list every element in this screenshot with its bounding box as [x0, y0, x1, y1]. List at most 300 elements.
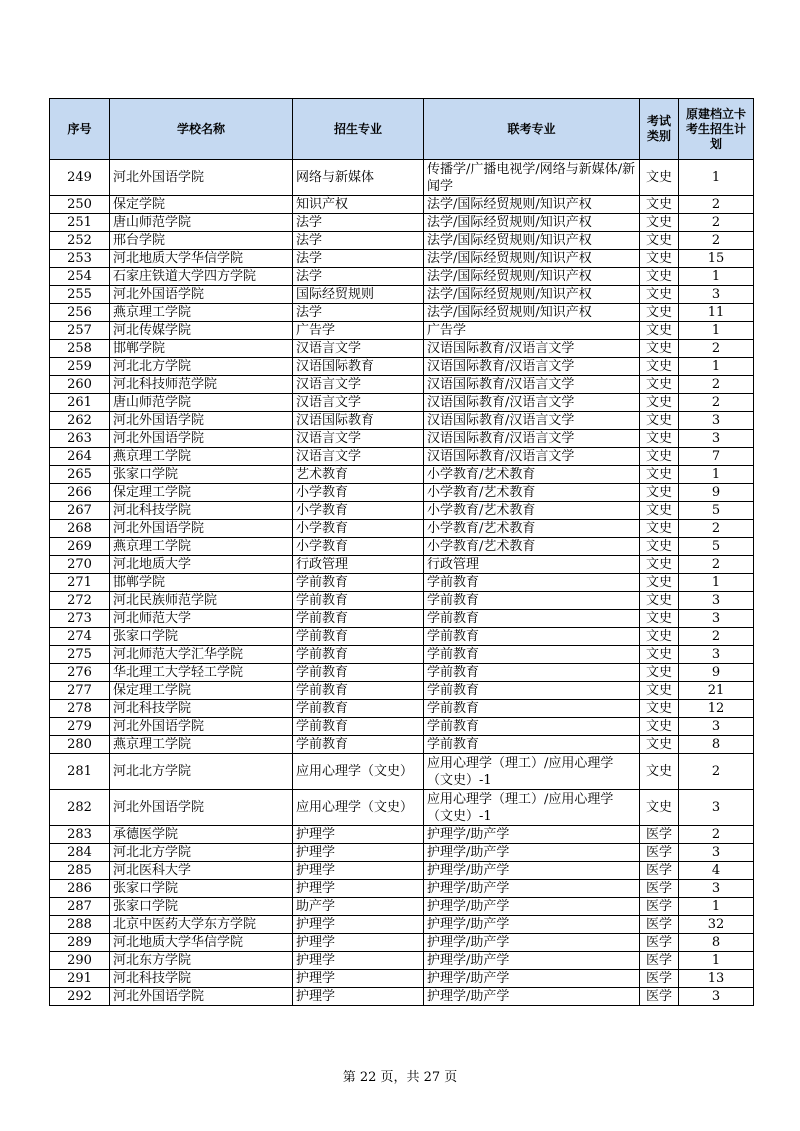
cell-plan: 2 [679, 376, 754, 394]
table-row [50, 988, 754, 1006]
cell-school: 河北科技学院 [110, 502, 293, 520]
cell-school: 石家庄铁道大学四方学院 [110, 268, 293, 286]
table-row [50, 736, 754, 754]
cell-no: 284 [50, 844, 110, 862]
cell-school: 河北东方学院 [110, 952, 293, 970]
cell-major: 学前教育 [293, 628, 424, 646]
table-row [50, 340, 754, 358]
header-major: 招生专业 [293, 99, 424, 160]
cell-exam-major: 法学/国际经贸规则/知识产权 [424, 232, 640, 250]
cell-plan: 1 [679, 160, 754, 196]
cell-no: 268 [50, 520, 110, 538]
table-row [50, 754, 754, 790]
cell-plan: 3 [679, 646, 754, 664]
cell-major: 小学教育 [293, 502, 424, 520]
cell-major: 应用心理学（文史） [293, 790, 424, 826]
cell-exam-major: 学前教育 [424, 592, 640, 610]
cell-plan: 4 [679, 862, 754, 880]
cell-exam-major: 护理学/助产学 [424, 826, 640, 844]
cell-school: 河北科技师范学院 [110, 376, 293, 394]
cell-plan: 7 [679, 448, 754, 466]
cell-no: 255 [50, 286, 110, 304]
cell-no: 250 [50, 196, 110, 214]
cell-exam-major: 护理学/助产学 [424, 916, 640, 934]
cell-no: 261 [50, 394, 110, 412]
cell-plan: 3 [679, 592, 754, 610]
cell-plan: 3 [679, 430, 754, 448]
cell-exam-type: 文史 [640, 286, 679, 304]
cell-school: 河北师范大学 [110, 610, 293, 628]
cell-school: 河北外国语学院 [110, 988, 293, 1006]
cell-exam-major: 汉语国际教育/汉语言文学 [424, 430, 640, 448]
cell-plan: 8 [679, 736, 754, 754]
cell-major: 护理学 [293, 952, 424, 970]
cell-major: 汉语言文学 [293, 430, 424, 448]
cell-no: 249 [50, 160, 110, 196]
cell-exam-major: 小学教育/艺术教育 [424, 466, 640, 484]
cell-plan: 3 [679, 286, 754, 304]
cell-major: 汉语国际教育 [293, 358, 424, 376]
cell-exam-type: 文史 [640, 412, 679, 430]
cell-exam-type: 文史 [640, 268, 679, 286]
table-row [50, 682, 754, 700]
cell-no: 290 [50, 952, 110, 970]
table-row [50, 628, 754, 646]
cell-no: 292 [50, 988, 110, 1006]
cell-no: 279 [50, 718, 110, 736]
cell-exam-major: 护理学/助产学 [424, 970, 640, 988]
cell-school: 河北地质大学华信学院 [110, 934, 293, 952]
cell-major: 护理学 [293, 862, 424, 880]
cell-school: 河北民族师范学院 [110, 592, 293, 610]
cell-major: 学前教育 [293, 736, 424, 754]
cell-school: 张家口学院 [110, 466, 293, 484]
cell-plan: 12 [679, 700, 754, 718]
cell-exam-major: 学前教育 [424, 664, 640, 682]
cell-plan: 2 [679, 556, 754, 574]
cell-plan: 1 [679, 466, 754, 484]
cell-school: 燕京理工学院 [110, 736, 293, 754]
cell-plan: 9 [679, 484, 754, 502]
cell-major: 汉语国际教育 [293, 412, 424, 430]
cell-exam-type: 文史 [640, 322, 679, 340]
cell-plan: 2 [679, 232, 754, 250]
cell-school: 邢台学院 [110, 232, 293, 250]
page-footer: 第 22 页，共 27 页 [342, 1070, 458, 1085]
cell-exam-major: 汉语国际教育/汉语言文学 [424, 448, 640, 466]
cell-no: 282 [50, 790, 110, 826]
cell-exam-major: 学前教育 [424, 736, 640, 754]
cell-exam-type: 文史 [640, 376, 679, 394]
cell-exam-major: 汉语国际教育/汉语言文学 [424, 358, 640, 376]
cell-exam-type: 医学 [640, 844, 679, 862]
table-row [50, 844, 754, 862]
cell-major: 护理学 [293, 880, 424, 898]
cell-major: 法学 [293, 304, 424, 322]
cell-school: 邯郸学院 [110, 340, 293, 358]
cell-school: 唐山师范学院 [110, 394, 293, 412]
cell-school: 北京中医药大学东方学院 [110, 916, 293, 934]
cell-no: 254 [50, 268, 110, 286]
cell-no: 264 [50, 448, 110, 466]
cell-no: 286 [50, 880, 110, 898]
cell-no: 256 [50, 304, 110, 322]
table-row [50, 646, 754, 664]
cell-major: 护理学 [293, 934, 424, 952]
enrollment-table-sheet [49, 98, 753, 1006]
cell-major: 行政管理 [293, 556, 424, 574]
cell-plan: 13 [679, 970, 754, 988]
cell-major: 汉语言文学 [293, 376, 424, 394]
cell-exam-major: 学前教育 [424, 718, 640, 736]
cell-major: 护理学 [293, 826, 424, 844]
cell-major: 学前教育 [293, 664, 424, 682]
header-school: 学校名称 [110, 99, 293, 160]
cell-major: 小学教育 [293, 520, 424, 538]
cell-plan: 3 [679, 610, 754, 628]
cell-school: 保定理工学院 [110, 682, 293, 700]
cell-major: 学前教育 [293, 574, 424, 592]
cell-exam-type: 文史 [640, 574, 679, 592]
cell-no: 287 [50, 898, 110, 916]
cell-plan: 5 [679, 502, 754, 520]
cell-school: 河北外国语学院 [110, 520, 293, 538]
cell-school: 河北外国语学院 [110, 718, 293, 736]
table-row [50, 718, 754, 736]
cell-exam-major: 传播学/广播电视学/网络与新媒体/新闻学 [424, 160, 640, 196]
header-plan: 原建档立卡考生招生计划 [679, 99, 754, 160]
cell-exam-major: 应用心理学（理工）/应用心理学（文史）-1 [424, 790, 640, 826]
cell-major: 知识产权 [293, 196, 424, 214]
cell-school: 华北理工大学轻工学院 [110, 664, 293, 682]
cell-no: 265 [50, 466, 110, 484]
table-row [50, 592, 754, 610]
cell-plan: 1 [679, 574, 754, 592]
cell-plan: 8 [679, 934, 754, 952]
cell-no: 270 [50, 556, 110, 574]
table-body [50, 160, 754, 1006]
cell-major: 护理学 [293, 970, 424, 988]
cell-plan: 15 [679, 250, 754, 268]
cell-plan: 2 [679, 196, 754, 214]
cell-no: 277 [50, 682, 110, 700]
cell-exam-type: 医学 [640, 862, 679, 880]
cell-exam-type: 文史 [640, 232, 679, 250]
cell-no: 276 [50, 664, 110, 682]
cell-exam-major: 学前教育 [424, 682, 640, 700]
table-row [50, 376, 754, 394]
cell-exam-major: 护理学/助产学 [424, 952, 640, 970]
cell-exam-type: 文史 [640, 610, 679, 628]
cell-no: 274 [50, 628, 110, 646]
cell-exam-type: 文史 [640, 700, 679, 718]
cell-school: 河北外国语学院 [110, 790, 293, 826]
cell-no: 291 [50, 970, 110, 988]
cell-no: 259 [50, 358, 110, 376]
cell-exam-type: 文史 [640, 520, 679, 538]
cell-exam-type: 医学 [640, 898, 679, 916]
cell-no: 283 [50, 826, 110, 844]
cell-major: 法学 [293, 214, 424, 232]
cell-school: 燕京理工学院 [110, 304, 293, 322]
cell-plan: 3 [679, 988, 754, 1006]
cell-plan: 3 [679, 790, 754, 826]
cell-no: 253 [50, 250, 110, 268]
cell-major: 网络与新媒体 [293, 160, 424, 196]
table-row [50, 862, 754, 880]
cell-major: 法学 [293, 232, 424, 250]
cell-no: 273 [50, 610, 110, 628]
cell-exam-major: 法学/国际经贸规则/知识产权 [424, 286, 640, 304]
cell-plan: 1 [679, 322, 754, 340]
cell-exam-type: 文史 [640, 340, 679, 358]
cell-exam-major: 法学/国际经贸规则/知识产权 [424, 304, 640, 322]
cell-no: 251 [50, 214, 110, 232]
table-row [50, 538, 754, 556]
table-row [50, 322, 754, 340]
cell-major: 小学教育 [293, 484, 424, 502]
cell-exam-major: 汉语国际教育/汉语言文学 [424, 394, 640, 412]
table-row [50, 430, 754, 448]
cell-school: 河北科技学院 [110, 970, 293, 988]
cell-school: 河北外国语学院 [110, 430, 293, 448]
cell-school: 燕京理工学院 [110, 448, 293, 466]
cell-plan: 2 [679, 394, 754, 412]
cell-plan: 2 [679, 340, 754, 358]
cell-school: 邯郸学院 [110, 574, 293, 592]
cell-exam-type: 文史 [640, 790, 679, 826]
cell-school: 保定理工学院 [110, 484, 293, 502]
cell-exam-type: 文史 [640, 538, 679, 556]
table-row [50, 664, 754, 682]
cell-exam-type: 医学 [640, 952, 679, 970]
cell-exam-major: 行政管理 [424, 556, 640, 574]
cell-plan: 2 [679, 214, 754, 232]
cell-exam-type: 文史 [640, 754, 679, 790]
table-row [50, 448, 754, 466]
cell-plan: 3 [679, 412, 754, 430]
cell-plan: 9 [679, 664, 754, 682]
cell-school: 河北师范大学汇华学院 [110, 646, 293, 664]
table-row [50, 412, 754, 430]
cell-exam-major: 广告学 [424, 322, 640, 340]
table-row [50, 286, 754, 304]
cell-exam-type: 医学 [640, 934, 679, 952]
table-row [50, 466, 754, 484]
cell-exam-major: 法学/国际经贸规则/知识产权 [424, 196, 640, 214]
cell-plan: 11 [679, 304, 754, 322]
table-row [50, 160, 754, 196]
cell-major: 护理学 [293, 844, 424, 862]
table-header-row [50, 99, 754, 160]
table-row [50, 898, 754, 916]
cell-exam-major: 小学教育/艺术教育 [424, 502, 640, 520]
table-row [50, 520, 754, 538]
cell-no: 281 [50, 754, 110, 790]
cell-no: 272 [50, 592, 110, 610]
cell-school: 河北传媒学院 [110, 322, 293, 340]
cell-exam-type: 文史 [640, 358, 679, 376]
cell-major: 国际经贸规则 [293, 286, 424, 304]
table-row [50, 826, 754, 844]
cell-major: 广告学 [293, 322, 424, 340]
cell-plan: 2 [679, 826, 754, 844]
cell-exam-major: 护理学/助产学 [424, 862, 640, 880]
cell-major: 汉语言文学 [293, 448, 424, 466]
cell-exam-type: 文史 [640, 682, 679, 700]
cell-school: 河北外国语学院 [110, 286, 293, 304]
cell-school: 河北地质大学华信学院 [110, 250, 293, 268]
table-row [50, 196, 754, 214]
cell-major: 汉语言文学 [293, 340, 424, 358]
cell-plan: 1 [679, 952, 754, 970]
cell-exam-major: 学前教育 [424, 610, 640, 628]
cell-school: 河北地质大学 [110, 556, 293, 574]
cell-exam-type: 文史 [640, 196, 679, 214]
cell-school: 河北医科大学 [110, 862, 293, 880]
cell-exam-major: 小学教育/艺术教育 [424, 538, 640, 556]
cell-exam-major: 小学教育/艺术教育 [424, 484, 640, 502]
cell-exam-type: 文史 [640, 250, 679, 268]
cell-no: 258 [50, 340, 110, 358]
cell-no: 271 [50, 574, 110, 592]
cell-exam-major: 护理学/助产学 [424, 898, 640, 916]
cell-major: 应用心理学（文史） [293, 754, 424, 790]
cell-exam-type: 文史 [640, 448, 679, 466]
cell-major: 学前教育 [293, 718, 424, 736]
cell-school: 河北外国语学院 [110, 412, 293, 430]
cell-exam-type: 文史 [640, 664, 679, 682]
cell-major: 小学教育 [293, 538, 424, 556]
cell-exam-type: 文史 [640, 394, 679, 412]
cell-plan: 3 [679, 844, 754, 862]
cell-exam-type: 文史 [640, 304, 679, 322]
table-row [50, 250, 754, 268]
table-row [50, 790, 754, 826]
table-row [50, 358, 754, 376]
cell-exam-type: 文史 [640, 214, 679, 232]
table-row [50, 952, 754, 970]
cell-exam-type: 医学 [640, 988, 679, 1006]
cell-exam-type: 文史 [640, 736, 679, 754]
cell-no: 260 [50, 376, 110, 394]
cell-major: 学前教育 [293, 592, 424, 610]
cell-exam-type: 文史 [640, 430, 679, 448]
cell-major: 学前教育 [293, 646, 424, 664]
table-row [50, 268, 754, 286]
cell-major: 学前教育 [293, 700, 424, 718]
cell-exam-major: 汉语国际教育/汉语言文学 [424, 412, 640, 430]
cell-plan: 5 [679, 538, 754, 556]
cell-exam-type: 文史 [640, 556, 679, 574]
cell-exam-type: 文史 [640, 160, 679, 196]
cell-exam-type: 文史 [640, 502, 679, 520]
table-row [50, 574, 754, 592]
cell-exam-major: 学前教育 [424, 574, 640, 592]
cell-no: 262 [50, 412, 110, 430]
cell-exam-major: 学前教育 [424, 646, 640, 664]
cell-school: 唐山师范学院 [110, 214, 293, 232]
table-row [50, 394, 754, 412]
table-row [50, 610, 754, 628]
table-row [50, 232, 754, 250]
header-exam-major: 联考专业 [424, 99, 640, 160]
cell-major: 法学 [293, 250, 424, 268]
cell-exam-type: 医学 [640, 880, 679, 898]
cell-school: 河北科技学院 [110, 700, 293, 718]
cell-exam-major: 汉语国际教育/汉语言文学 [424, 376, 640, 394]
cell-school: 张家口学院 [110, 880, 293, 898]
cell-exam-type: 医学 [640, 970, 679, 988]
cell-no: 278 [50, 700, 110, 718]
cell-exam-major: 学前教育 [424, 628, 640, 646]
table-row [50, 700, 754, 718]
cell-school: 保定学院 [110, 196, 293, 214]
cell-plan: 3 [679, 880, 754, 898]
cell-exam-major: 护理学/助产学 [424, 844, 640, 862]
table-row [50, 502, 754, 520]
table-row [50, 304, 754, 322]
table-row [50, 916, 754, 934]
cell-exam-major: 学前教育 [424, 700, 640, 718]
table-row [50, 880, 754, 898]
cell-exam-major: 护理学/助产学 [424, 934, 640, 952]
table-row [50, 970, 754, 988]
cell-plan: 2 [679, 628, 754, 646]
cell-plan: 1 [679, 268, 754, 286]
cell-no: 285 [50, 862, 110, 880]
cell-exam-major: 法学/国际经贸规则/知识产权 [424, 250, 640, 268]
cell-school: 张家口学院 [110, 898, 293, 916]
cell-school: 承德医学院 [110, 826, 293, 844]
cell-no: 257 [50, 322, 110, 340]
cell-no: 288 [50, 916, 110, 934]
cell-plan: 2 [679, 520, 754, 538]
cell-exam-major: 法学/国际经贸规则/知识产权 [424, 214, 640, 232]
header-exam-type: 考试类别 [640, 99, 679, 160]
table-row [50, 934, 754, 952]
cell-exam-major: 法学/国际经贸规则/知识产权 [424, 268, 640, 286]
cell-exam-type: 文史 [640, 592, 679, 610]
cell-no: 252 [50, 232, 110, 250]
header-no: 序号 [50, 99, 110, 160]
cell-major: 法学 [293, 268, 424, 286]
cell-school: 河北北方学院 [110, 754, 293, 790]
cell-no: 269 [50, 538, 110, 556]
enrollment-table [49, 98, 754, 1006]
cell-exam-type: 文史 [640, 628, 679, 646]
cell-exam-major: 汉语国际教育/汉语言文学 [424, 340, 640, 358]
table-row [50, 214, 754, 232]
cell-major: 护理学 [293, 988, 424, 1006]
cell-plan: 2 [679, 754, 754, 790]
cell-exam-type: 文史 [640, 466, 679, 484]
cell-exam-type: 医学 [640, 916, 679, 934]
cell-school: 张家口学院 [110, 628, 293, 646]
table-row [50, 556, 754, 574]
cell-no: 289 [50, 934, 110, 952]
cell-no: 275 [50, 646, 110, 664]
cell-no: 280 [50, 736, 110, 754]
cell-exam-type: 文史 [640, 646, 679, 664]
cell-no: 267 [50, 502, 110, 520]
cell-major: 学前教育 [293, 682, 424, 700]
cell-exam-type: 文史 [640, 484, 679, 502]
cell-plan: 32 [679, 916, 754, 934]
cell-school: 河北北方学院 [110, 844, 293, 862]
cell-exam-major: 护理学/助产学 [424, 880, 640, 898]
cell-major: 学前教育 [293, 610, 424, 628]
